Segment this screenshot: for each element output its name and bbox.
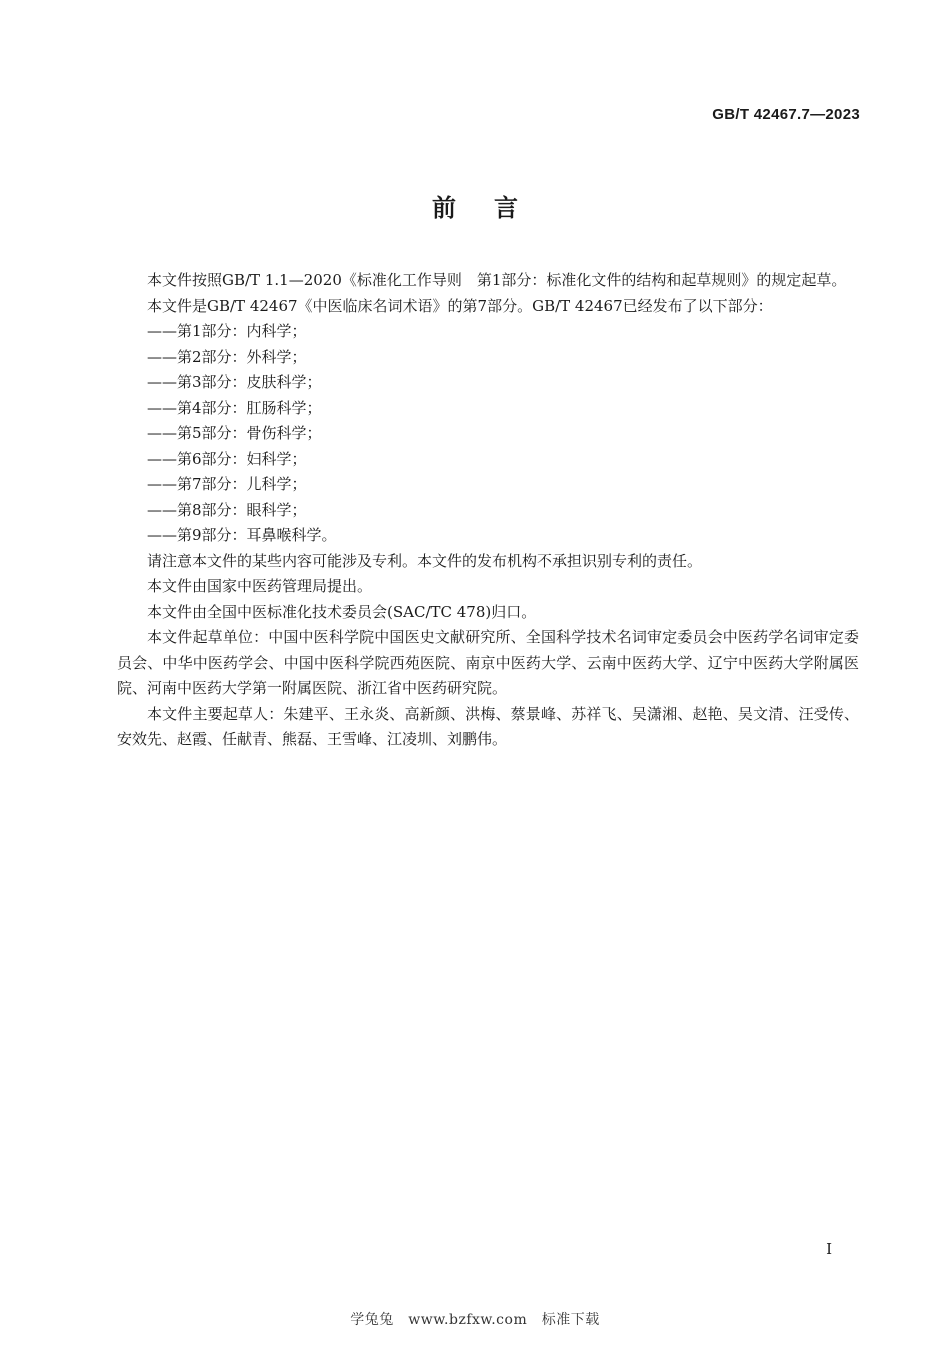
- paragraph-drafters: 本文件主要起草人：朱建平、王永炎、高新颜、洪梅、蔡景峰、苏祥飞、吴潇湘、赵艳、吴文清、汪受传、安效先、赵霞、任献青、熊磊、王雪峰、江凌圳、刘鹏伟。: [117, 704, 859, 748]
- page-title: 前言: [432, 194, 556, 222]
- list-item: ——第7部分：儿科学；: [147, 475, 307, 493]
- paragraph-patent-notice: 请注意本文件的某些内容可能涉及专利。本文件的发布机构不承担识别专利的责任。: [147, 551, 703, 570]
- list-item: ——第2部分：外科学；: [147, 347, 307, 366]
- foreword-body: [117, 268, 859, 753]
- page-number: I: [826, 1240, 832, 1258]
- list-item: ——第3部分：皮肤科学；: [147, 373, 322, 391]
- standard-number: GB/T 42467.7—2023: [712, 106, 860, 123]
- list-item: ——第1部分：内科学；: [147, 322, 307, 340]
- paragraph-managed-by: 本文件由全国中医标准化技术委员会(SAC/TC 478)归口。: [147, 602, 537, 621]
- list-item: ——第4部分：肛肠科学；: [147, 398, 322, 417]
- parts-list: [117, 319, 859, 549]
- paragraph-drafting-rules: 本文件按照GB/T 1.1—2020《标准化工作导则 第1部分：标准化文件的结构和起草规则》的规定起草。: [147, 271, 847, 289]
- paragraph-proposed-by: 本文件由国家中医药管理局提出。: [147, 577, 373, 595]
- list-item: ——第8部分：眼科学；: [147, 500, 307, 519]
- list-item: ——第5部分：骨伤科学；: [147, 424, 322, 442]
- list-item: ——第6部分：妇科学；: [147, 449, 307, 468]
- footer-watermark: 学兔兔 www.bzfxw.com 标准下载: [350, 1312, 600, 1328]
- paragraph-series-intro: 本文件是GB/T 42467《中医临床名词术语》的第7部分。GB/T 42467已经发布了以下部分：: [147, 296, 773, 315]
- paragraph-drafting-units: 本文件起草单位：中国中医科学院中国医史文献研究所、全国科学技术名词审定委员会中医药学名词审定委员会、中华中医药学会、中国中医科学院西苑医院、南京中医药大学、云南中医药大学、辽宁中医药大学附属医院、河南中医药大学第一附属医院、浙江省中医药研究院。: [117, 628, 859, 697]
- list-item: ——第9部分：耳鼻喉科学。: [147, 526, 337, 544]
